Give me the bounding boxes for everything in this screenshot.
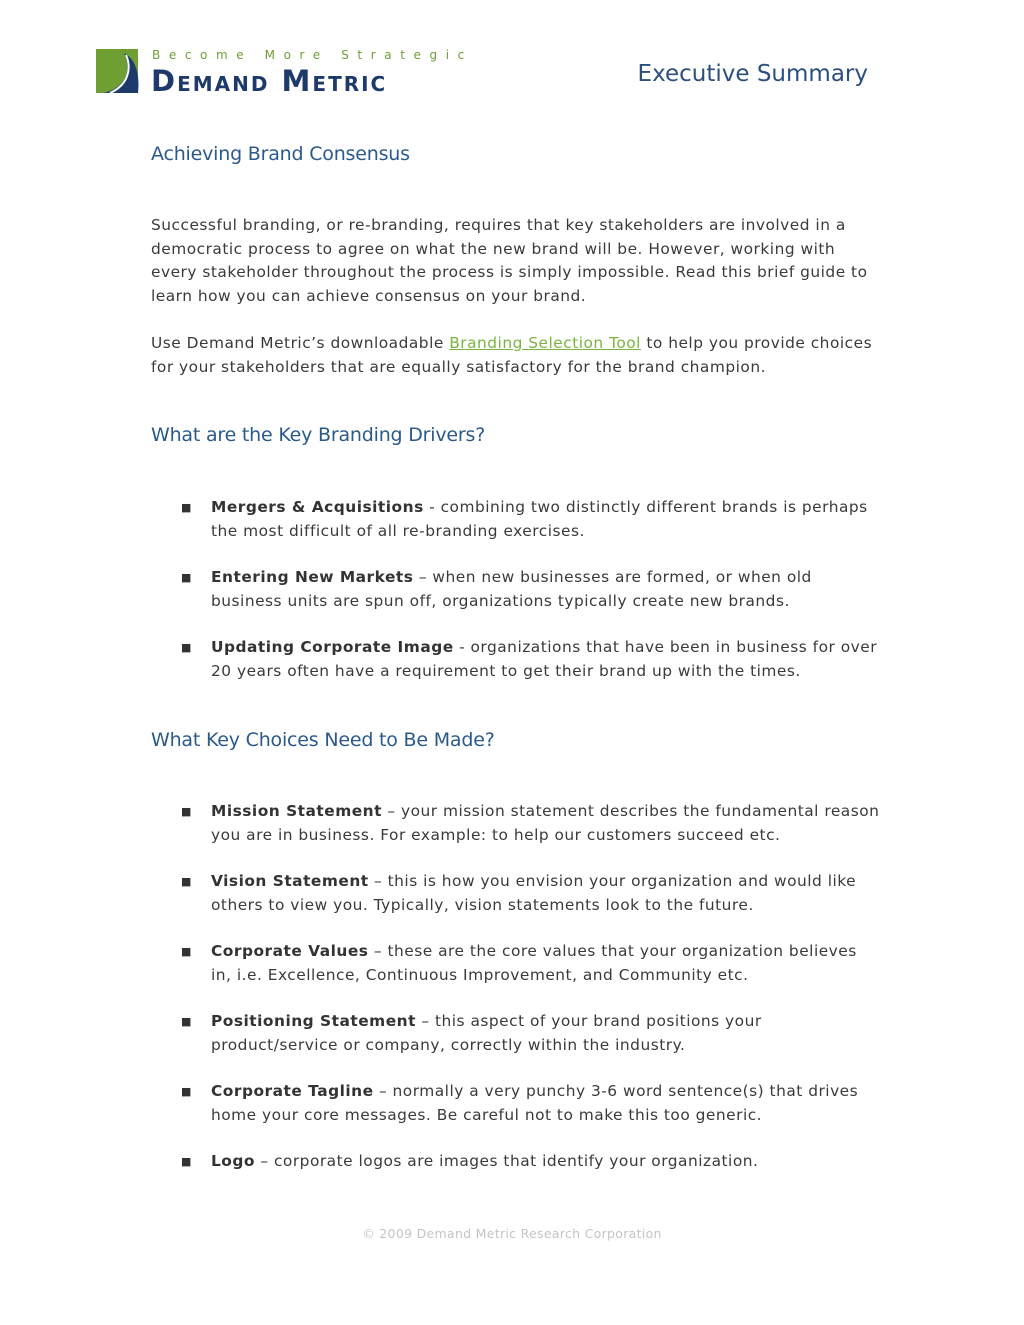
list-item xyxy=(151,870,881,917)
list-item-description: - organizations that have been in business for over 20 years often have a requirement to get their brand up with the times. xyxy=(211,638,878,680)
list-item xyxy=(151,1080,881,1127)
section-heading-brand-consensus: Achieving Brand Consensus xyxy=(151,143,410,165)
list-item-description: – your mission statement describes the fundamental reason you are in business. For example: to help our customers succeed etc. xyxy=(211,802,880,844)
square-bullet-icon: ■ xyxy=(181,641,192,654)
tool-paragraph xyxy=(151,332,881,379)
list-item xyxy=(151,636,881,683)
tool-paragraph-text-before: Use Demand Metric’s downloadable xyxy=(151,334,450,352)
section-heading-key-choices: What Key Choices Need to Be Made? xyxy=(151,729,495,751)
branding-selection-tool-link[interactable]: Branding Selection Tool xyxy=(449,334,641,352)
square-bullet-icon: ■ xyxy=(181,501,192,514)
square-bullet-icon: ■ xyxy=(181,1015,192,1028)
logo-wordmark: Demand Metric xyxy=(151,64,388,98)
document-type-title: Executive Summary xyxy=(637,61,868,87)
list-item-term: Logo xyxy=(211,1152,255,1170)
list-item-description: – this is how you envision your organization and would like others to view you. Typically, vision statements look to the future. xyxy=(211,872,857,914)
list-item xyxy=(151,940,881,987)
list-item-term: Mergers & Acquisitions xyxy=(211,498,424,516)
demand-metric-logo xyxy=(96,46,496,98)
section-heading-branding-drivers: What are the Key Branding Drivers? xyxy=(151,424,486,446)
list-item xyxy=(151,1010,881,1057)
tool-paragraph-text-after: to help you provide choices for your stakeholders that are equally satisfactory for the brand champion. xyxy=(151,334,873,376)
list-item xyxy=(151,1150,881,1174)
square-bullet-icon: ■ xyxy=(181,945,192,958)
branding-drivers-list xyxy=(151,496,881,706)
list-item-description: – this aspect of your brand positions your product/service or company, correctly within the industry. xyxy=(211,1012,762,1054)
list-item xyxy=(151,496,881,543)
square-bullet-icon: ■ xyxy=(181,1085,192,1098)
demand-metric-logo-mark-icon xyxy=(96,49,140,94)
key-choices-list xyxy=(151,800,881,1197)
square-bullet-icon: ■ xyxy=(181,875,192,888)
list-item-description: – these are the core values that your organization believes in, i.e. Excellence, Continuous Improvement, and Community etc. xyxy=(211,942,857,984)
list-item xyxy=(151,566,881,613)
intro-paragraph: Successful branding, or re-branding, requires that key stakeholders are involved in a democratic process to agree on what the new brand will be. However, working with every stakeholder throughout the process is simply impossible. Read this brief guide to learn how you can achieve consensus on your brand. xyxy=(151,216,868,305)
list-item-term: Updating Corporate Image xyxy=(211,638,454,656)
list-item-term: Mission Statement xyxy=(211,802,382,820)
list-item-term: Positioning Statement xyxy=(211,1012,416,1030)
square-bullet-icon: ■ xyxy=(181,571,192,584)
square-bullet-icon: ■ xyxy=(181,1155,192,1168)
list-item-description: – when new businesses are formed, or when old business units are spun off, organizations typically create new brands. xyxy=(211,568,812,610)
list-item-term: Entering New Markets xyxy=(211,568,414,586)
square-bullet-icon: ■ xyxy=(181,805,192,818)
list-item-description: – normally a very punchy 3-6 word sentence(s) that drives home your core messages. Be careful not to make this too generic. xyxy=(211,1082,859,1124)
list-item xyxy=(151,800,881,847)
list-item-term: Corporate Values xyxy=(211,942,369,960)
logo-tagline: Become More Strategic xyxy=(152,48,473,62)
footer-copyright: © 2009 Demand Metric Research Corporation xyxy=(362,1226,662,1241)
list-item-term: Vision Statement xyxy=(211,872,369,890)
list-item-term: Corporate Tagline xyxy=(211,1082,374,1100)
list-item-description: - combining two distinctly different brands is perhaps the most difficult of all re-branding exercises. xyxy=(211,498,868,540)
list-item-description: – corporate logos are images that identify your organization. xyxy=(254,1152,759,1170)
